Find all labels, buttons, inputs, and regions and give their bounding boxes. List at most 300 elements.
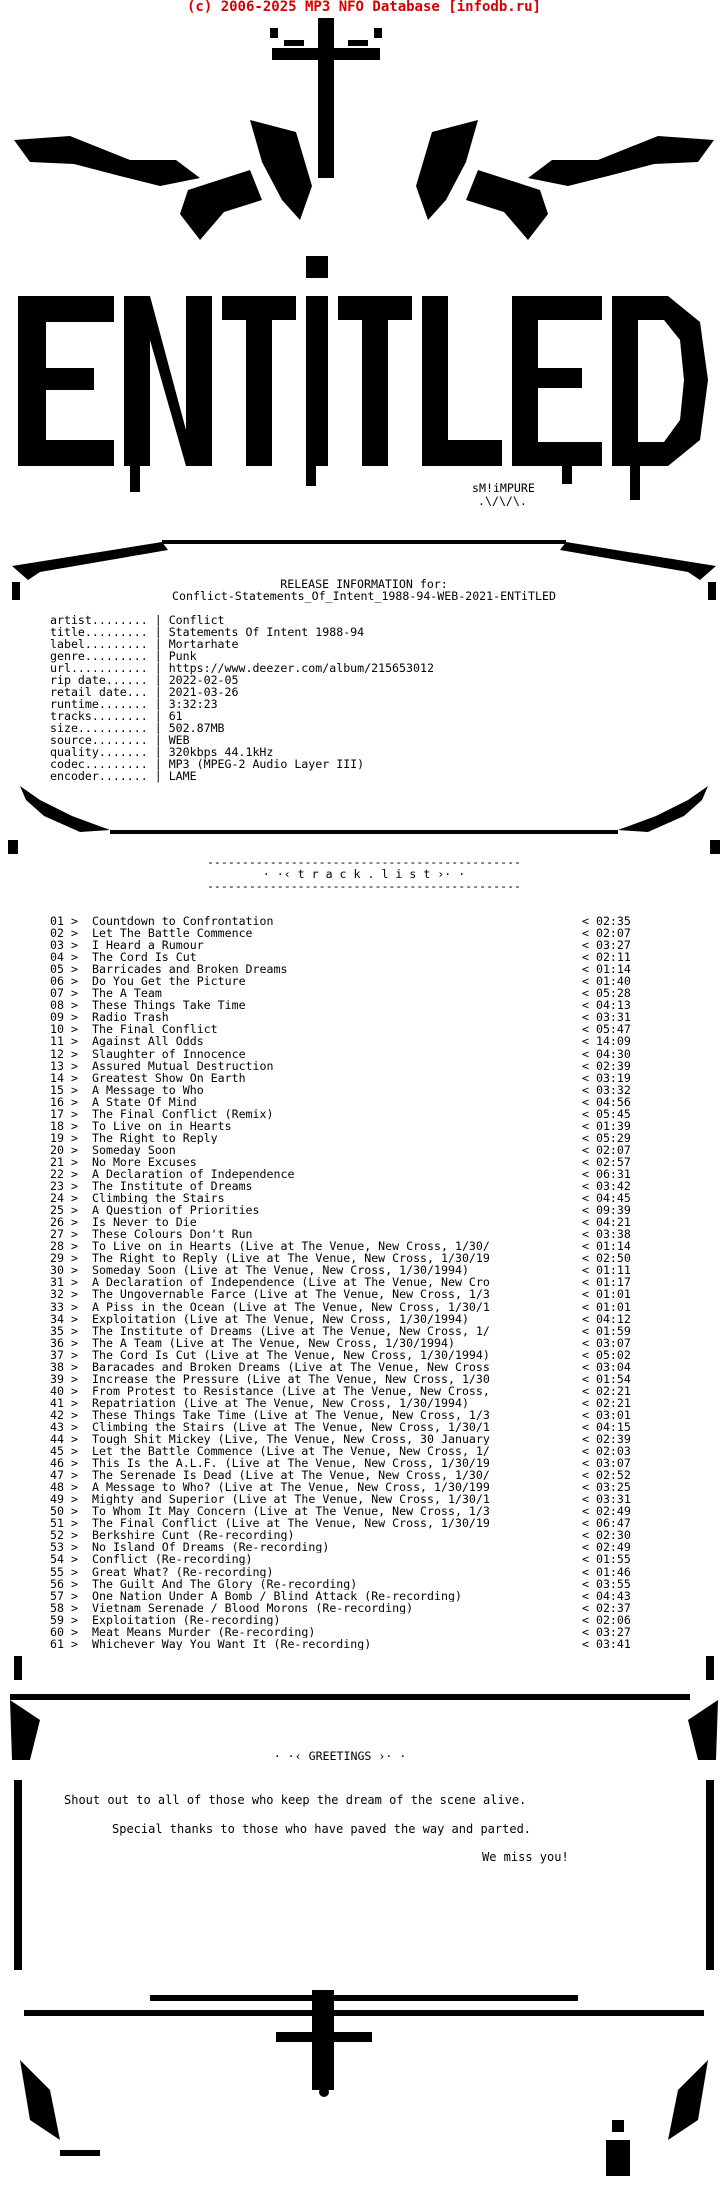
track-number: 58 > [50, 1600, 78, 1615]
track-number: 03 > [50, 938, 78, 953]
track-title: To Whom It May Concern (Live at The Venue, New Cross, 1/3 [92, 1505, 490, 1518]
track-number: 33 > [50, 1299, 78, 1314]
track-duration: < 01:55 [582, 1552, 631, 1567]
info-separator: | [147, 637, 169, 651]
track-row [50, 1060, 638, 1072]
track-row [50, 1553, 638, 1565]
track-duration: < 02:39 [582, 1432, 631, 1447]
track-duration: < 02:03 [582, 1444, 631, 1459]
track-number: 11 > [50, 1034, 78, 1049]
track-title: Countdown to Confrontation [92, 915, 274, 927]
track-duration: < 04:56 [582, 1094, 631, 1109]
track-duration: < 04:15 [582, 1419, 631, 1434]
track-title: The Cord Is Cut (Live at The Venue, New Cross, 1/30/1994) [92, 1348, 490, 1361]
track-row [50, 1240, 638, 1252]
track-duration: < 01:40 [582, 974, 631, 989]
track-row [50, 1397, 638, 1409]
info-key: tracks........ [50, 709, 148, 723]
track-row [50, 1144, 638, 1156]
track-row [50, 1132, 638, 1144]
track-row [50, 1228, 638, 1240]
track-number: 30 > [50, 1263, 78, 1278]
track-number: 23 > [50, 1179, 78, 1194]
info-separator: | [147, 757, 169, 771]
track-duration: < 02:06 [582, 1612, 631, 1627]
logo-signature-tail: .\/\/\. [478, 494, 527, 508]
track-number: 28 > [50, 1239, 78, 1254]
info-value: https://www.deezer.com/album/215653012 [168, 661, 434, 675]
track-title: Berkshire Cunt (Re-recording) [92, 1529, 295, 1542]
info-separator: | [147, 721, 169, 735]
track-duration: < 02:11 [582, 950, 631, 965]
track-row [50, 1180, 638, 1192]
track-row [50, 1361, 638, 1373]
track-title: The A Team (Live at The Venue, New Cross, 1/30/1994) [92, 1336, 455, 1349]
greetings-line-3: We miss you! [482, 1850, 569, 1864]
track-duration: < 02:49 [582, 1540, 631, 1555]
track-duration: < 03:04 [582, 1359, 631, 1374]
track-duration: < 03:07 [582, 1456, 631, 1471]
track-title: I Heard a Rumour [92, 939, 204, 952]
track-title: Someday Soon [92, 1143, 176, 1156]
info-row [50, 770, 434, 782]
track-title: Conflict (Re-recording) [92, 1553, 253, 1566]
track-row [50, 1072, 638, 1084]
track-title: One Nation Under A Bomb / Blind Attack (Re-recording) [92, 1589, 462, 1602]
info-key: size.......... [50, 721, 148, 735]
info-value: MP3 (MPEG-2 Audio Layer III) [168, 757, 365, 771]
track-number: 56 > [50, 1576, 78, 1591]
track-number: 55 > [50, 1564, 78, 1579]
track-duration: < 01:59 [582, 1323, 631, 1338]
track-number: 19 > [50, 1130, 78, 1145]
track-row [50, 963, 638, 975]
track-duration: < 04:45 [582, 1191, 631, 1206]
track-number: 40 > [50, 1383, 78, 1398]
track-row [50, 1638, 638, 1650]
track-title: Someday Soon (Live at The Venue, New Cross, 1/30/1994) [92, 1264, 469, 1277]
info-value: 2021-03-26 [168, 685, 239, 699]
info-key: artist........ [50, 613, 148, 627]
track-title: These Colours Don't Run [92, 1228, 253, 1241]
track-number: 25 > [50, 1203, 78, 1218]
track-row [50, 1469, 638, 1481]
track-title: A Declaration of Independence (Live at The Venue, New Cro [92, 1276, 490, 1289]
track-duration: < 02:21 [582, 1395, 631, 1410]
track-row [50, 1626, 638, 1638]
track-title: A Message to Who? (Live at The Venue, New Cross, 1/30/199 [92, 1481, 490, 1494]
track-duration: < 03:41 [582, 1636, 631, 1651]
track-row [50, 1301, 638, 1313]
info-value: WEB [168, 733, 190, 747]
track-number: 51 > [50, 1516, 78, 1531]
track-row [50, 1602, 638, 1614]
info-key: encoder....... [50, 769, 148, 783]
track-row [50, 1337, 638, 1349]
track-row [50, 939, 638, 951]
track-number: 41 > [50, 1395, 78, 1410]
track-number: 24 > [50, 1191, 78, 1206]
track-duration: < 05:02 [582, 1347, 631, 1362]
track-row [50, 1578, 638, 1590]
track-number: 27 > [50, 1227, 78, 1242]
credit-banner: (c) 2006-2025 MP3 NFO Database [infodb.ru] [186, 0, 541, 15]
info-key: url........... [50, 661, 148, 675]
info-separator: | [147, 685, 169, 699]
track-duration: < 03:31 [582, 1010, 631, 1025]
track-number: 47 > [50, 1468, 78, 1483]
track-duration: < 01:14 [582, 962, 631, 977]
info-separator: | [147, 649, 169, 663]
track-list [50, 915, 638, 1650]
track-number: 06 > [50, 974, 78, 989]
track-row [50, 1096, 638, 1108]
track-duration: < 04:43 [582, 1588, 631, 1603]
info-separator: | [147, 673, 169, 687]
track-row [50, 1445, 638, 1457]
track-title: Is Never to Die [92, 1216, 197, 1229]
tracklist-rule-top: --------------------------------------------- [206, 855, 522, 869]
track-title: Climbing the Stairs [92, 1192, 225, 1205]
info-value: Statements Of Intent 1988-94 [168, 625, 365, 639]
track-number: 53 > [50, 1540, 78, 1555]
track-number: 38 > [50, 1359, 78, 1374]
track-number: 01 > [50, 914, 78, 928]
track-number: 07 > [50, 986, 78, 1001]
track-title: Slaughter of Innocence [92, 1047, 246, 1060]
track-number: 13 > [50, 1058, 78, 1073]
greetings-line-1: Shout out to all of those who keep the dream of the scene alive. [64, 1793, 527, 1807]
track-row [50, 1120, 638, 1132]
info-separator: | [147, 661, 169, 675]
track-number: 18 > [50, 1118, 78, 1133]
track-row [50, 987, 638, 999]
track-title: Great What? (Re-recording) [92, 1565, 274, 1578]
track-duration: < 02:50 [582, 1251, 631, 1266]
track-row [50, 1517, 638, 1529]
info-value: 320kbps 44.1kHz [168, 745, 274, 759]
track-number: 34 > [50, 1311, 78, 1326]
track-duration: < 03:01 [582, 1407, 631, 1422]
track-title: Whichever Way You Want It (Re-recording) [92, 1637, 372, 1650]
tracklist-title: · ·‹ t r a c k . l i s t ›· · [262, 867, 466, 881]
track-row [50, 951, 638, 963]
track-title: A State Of Mind [92, 1095, 197, 1108]
track-title: Let The Battle Commence [92, 927, 253, 940]
track-title: The Institute of Dreams (Live at The Venue, New Cross, 1/ [92, 1324, 490, 1337]
track-row [50, 1529, 638, 1541]
track-number: 14 > [50, 1070, 78, 1085]
track-row [50, 1541, 638, 1553]
track-number: 26 > [50, 1215, 78, 1230]
track-row [50, 1349, 638, 1361]
release-info-heading: RELEASE INFORMATION for: [280, 577, 448, 591]
track-number: 49 > [50, 1492, 78, 1507]
track-duration: < 02:52 [582, 1468, 631, 1483]
track-number: 35 > [50, 1323, 78, 1338]
track-number: 32 > [50, 1287, 78, 1302]
track-number: 08 > [50, 998, 78, 1013]
track-title: The Right to Reply [92, 1131, 218, 1144]
tracklist-rule-bottom: --------------------------------------------- [206, 879, 522, 893]
track-title: The Final Conflict [92, 1023, 218, 1036]
track-title: Mighty and Superior (Live at The Venue, New Cross, 1/30/1 [92, 1493, 490, 1506]
info-key: runtime....... [50, 697, 148, 711]
track-number: 48 > [50, 1480, 78, 1495]
track-duration: < 03:07 [582, 1335, 631, 1350]
track-title: Barricades and Broken Dreams [92, 963, 288, 976]
track-title: A Piss in the Ocean (Live at The Venue, New Cross, 1/30/1 [92, 1300, 490, 1313]
track-title: This Is the A.L.F. (Live at The Venue, New Cross, 1/30/19 [92, 1457, 490, 1470]
track-title: The Cord Is Cut [92, 951, 197, 964]
track-duration: < 05:47 [582, 1022, 631, 1037]
track-number: 52 > [50, 1528, 78, 1543]
track-number: 20 > [50, 1142, 78, 1157]
track-row [50, 999, 638, 1011]
track-title: Baracades and Broken Dreams (Live at The Venue, New Cross [92, 1360, 490, 1373]
track-row [50, 1204, 638, 1216]
info-separator: | [147, 697, 169, 711]
track-number: 09 > [50, 1010, 78, 1025]
track-row [50, 1276, 638, 1288]
track-title: To Live on in Hearts (Live at The Venue, New Cross, 1/30/ [92, 1240, 490, 1253]
info-separator: | [147, 709, 169, 723]
track-title: Vietnam Serenade / Blood Morons (Re-recording) [92, 1601, 414, 1614]
track-number: 50 > [50, 1504, 78, 1519]
track-duration: < 06:47 [582, 1516, 631, 1531]
track-duration: < 02:49 [582, 1504, 631, 1519]
track-number: 10 > [50, 1022, 78, 1037]
track-row [50, 1325, 638, 1337]
track-row [50, 1590, 638, 1602]
track-duration: < 01:01 [582, 1299, 631, 1314]
release-name: Conflict-Statements_Of_Intent_1988-94-WEB-2021-ENTiTLED [172, 589, 556, 603]
info-separator: | [147, 733, 169, 747]
track-row [50, 1168, 638, 1180]
info-key: title......... [50, 625, 148, 639]
info-key: genre......... [50, 649, 148, 663]
track-duration: < 01:39 [582, 1118, 631, 1133]
track-duration: < 02:37 [582, 1600, 631, 1615]
track-duration: < 05:45 [582, 1106, 631, 1121]
track-row [50, 1566, 638, 1578]
greetings-title: · ·‹ GREETINGS ›· · [273, 1749, 407, 1763]
track-duration: < 03:55 [582, 1576, 631, 1591]
track-duration: < 04:13 [582, 998, 631, 1013]
track-number: 31 > [50, 1275, 78, 1290]
info-value: 3:32:23 [168, 697, 218, 711]
track-title: The Guilt And The Glory (Re-recording) [92, 1577, 358, 1590]
info-key: label......... [50, 637, 148, 651]
track-duration: < 02:57 [582, 1154, 631, 1169]
track-duration: < 03:27 [582, 1624, 631, 1639]
info-value: 61 [168, 709, 183, 723]
info-value: Mortarhate [168, 637, 239, 651]
track-row [50, 1385, 638, 1397]
track-number: 57 > [50, 1588, 78, 1603]
track-duration: < 04:21 [582, 1215, 631, 1230]
track-row [50, 1481, 638, 1493]
track-duration: < 01:46 [582, 1564, 631, 1579]
track-title: Against All Odds [92, 1035, 204, 1048]
track-row [50, 1373, 638, 1385]
track-number: 46 > [50, 1456, 78, 1471]
track-number: 05 > [50, 962, 78, 977]
track-title: To Live on in Hearts [92, 1119, 232, 1132]
info-value: 2022-02-05 [168, 673, 239, 687]
track-title: Exploitation (Re-recording) [92, 1613, 281, 1626]
track-number: 02 > [50, 926, 78, 941]
track-duration: < 03:27 [582, 938, 631, 953]
track-title: The Final Conflict (Live at The Venue, New Cross, 1/30/19 [92, 1517, 490, 1530]
track-row [50, 1457, 638, 1469]
track-duration: < 05:28 [582, 986, 631, 1001]
track-row [50, 1421, 638, 1433]
track-number: 44 > [50, 1432, 78, 1447]
track-duration: < 01:01 [582, 1287, 631, 1302]
greetings-line-2: Special thanks to those who have paved the way and parted. [112, 1822, 532, 1836]
track-title: No More Excuses [92, 1155, 197, 1168]
track-duration: < 09:39 [582, 1203, 631, 1218]
track-title: The Right to Reply (Live at The Venue, New Cross, 1/30/19 [92, 1252, 490, 1265]
track-duration: < 01:11 [582, 1263, 631, 1278]
track-duration: < 03:38 [582, 1227, 631, 1242]
track-title: A Declaration of Independence [92, 1167, 295, 1180]
track-duration: < 05:29 [582, 1130, 631, 1145]
info-key: source........ [50, 733, 148, 747]
track-title: Exploitation (Live at The Venue, New Cross, 1/30/1994) [92, 1312, 469, 1325]
track-number: 59 > [50, 1612, 78, 1627]
track-duration: < 14:09 [582, 1034, 631, 1049]
track-number: 54 > [50, 1552, 78, 1567]
track-duration: < 06:31 [582, 1166, 631, 1181]
track-number: 36 > [50, 1335, 78, 1350]
info-value: Conflict [168, 613, 225, 627]
track-duration: < 02:07 [582, 926, 631, 941]
track-duration: < 03:25 [582, 1480, 631, 1495]
track-number: 37 > [50, 1347, 78, 1362]
track-title: Greatest Show On Earth [92, 1071, 246, 1084]
track-title: The A Team [92, 987, 162, 1000]
track-row [50, 1084, 638, 1096]
track-number: 39 > [50, 1371, 78, 1386]
track-title: Let the Battle Commence (Live at The Venue, New Cross, 1/ [92, 1445, 490, 1458]
info-separator: | [147, 745, 169, 759]
logo-signature: sM!iMPURE [472, 481, 535, 495]
track-title: From Protest to Resistance (Live at The Venue, New Cross, [92, 1384, 490, 1397]
track-number: 45 > [50, 1444, 78, 1459]
track-title: The Institute of Dreams [92, 1180, 253, 1193]
track-row [50, 1313, 638, 1325]
info-separator: | [147, 769, 169, 783]
track-title: Meat Means Murder (Re-recording) [92, 1625, 316, 1638]
track-number: 17 > [50, 1106, 78, 1121]
track-duration: < 02:21 [582, 1383, 631, 1398]
track-number: 61 > [50, 1636, 78, 1651]
track-title: A Question of Priorities [92, 1204, 260, 1217]
track-number: 21 > [50, 1154, 78, 1169]
track-title: Assured Mutual Destruction [92, 1059, 274, 1072]
track-row [50, 1216, 638, 1228]
info-key: retail date... [50, 685, 148, 699]
track-title: Increase the Pressure (Live at The Venue, New Cross, 1/30 [92, 1372, 490, 1385]
track-row [50, 1192, 638, 1204]
track-duration: < 03:19 [582, 1070, 631, 1085]
track-row [50, 1288, 638, 1300]
track-duration: < 01:14 [582, 1239, 631, 1254]
track-title: No Island Of Dreams (Re-recording) [92, 1541, 330, 1554]
track-duration: < 03:32 [582, 1082, 631, 1097]
track-title: Repatriation (Live at The Venue, New Cross, 1/30/1994) [92, 1396, 469, 1409]
track-number: 60 > [50, 1624, 78, 1639]
track-row [50, 1035, 638, 1047]
track-row [50, 1505, 638, 1517]
track-duration: < 02:30 [582, 1528, 631, 1543]
track-row [50, 1614, 638, 1626]
track-duration: < 04:30 [582, 1046, 631, 1061]
track-number: 22 > [50, 1166, 78, 1181]
track-row [50, 1264, 638, 1276]
track-title: The Serenade Is Dead (Live at The Venue, New Cross, 1/30/ [92, 1469, 490, 1482]
track-number: 42 > [50, 1407, 78, 1422]
info-key: quality....... [50, 745, 148, 759]
track-row [50, 1252, 638, 1264]
track-number: 12 > [50, 1046, 78, 1061]
track-title: Climbing the Stairs (Live at The Venue, New Cross, 1/30/1 [92, 1420, 490, 1433]
track-title: Radio Trash [92, 1011, 169, 1024]
track-number: 16 > [50, 1094, 78, 1109]
track-duration: < 01:17 [582, 1275, 631, 1290]
release-info-table [50, 614, 434, 782]
track-row [50, 1023, 638, 1035]
info-separator: | [147, 613, 169, 627]
track-row [50, 1493, 638, 1505]
track-duration: < 03:42 [582, 1179, 631, 1194]
track-duration: < 03:31 [582, 1492, 631, 1507]
track-title: These Things Take Time [92, 999, 246, 1012]
track-row [50, 1011, 638, 1023]
track-title: A Message to Who [92, 1083, 204, 1096]
track-duration: < 02:39 [582, 1058, 631, 1073]
track-row [50, 1156, 638, 1168]
track-number: 04 > [50, 950, 78, 965]
info-separator: | [147, 625, 169, 639]
info-value: Punk [168, 649, 197, 663]
track-row [50, 915, 638, 927]
track-row [50, 1409, 638, 1421]
track-title: The Final Conflict (Remix) [92, 1107, 274, 1120]
info-value: LAME [168, 769, 197, 783]
track-title: Do You Get the Picture [92, 975, 246, 988]
track-row [50, 1433, 638, 1445]
track-row [50, 927, 638, 939]
track-row [50, 975, 638, 987]
track-duration: < 02:35 [582, 914, 631, 928]
track-number: 15 > [50, 1082, 78, 1097]
track-row [50, 1108, 638, 1120]
track-title: These Things Take Time (Live at The Venue, New Cross, 1/3 [92, 1408, 490, 1421]
track-row [50, 1048, 638, 1060]
track-number: 29 > [50, 1251, 78, 1266]
info-value: 502.87MB [168, 721, 225, 735]
track-duration: < 01:54 [582, 1371, 631, 1386]
info-key: codec......... [50, 757, 148, 771]
track-duration: < 02:07 [582, 1142, 631, 1157]
info-key: rip date...... [50, 673, 148, 687]
track-title: Tough Shit Mickey (Live, The Venue, New Cross, 30 January [92, 1433, 490, 1446]
track-duration: < 04:12 [582, 1311, 631, 1326]
track-number: 43 > [50, 1419, 78, 1434]
